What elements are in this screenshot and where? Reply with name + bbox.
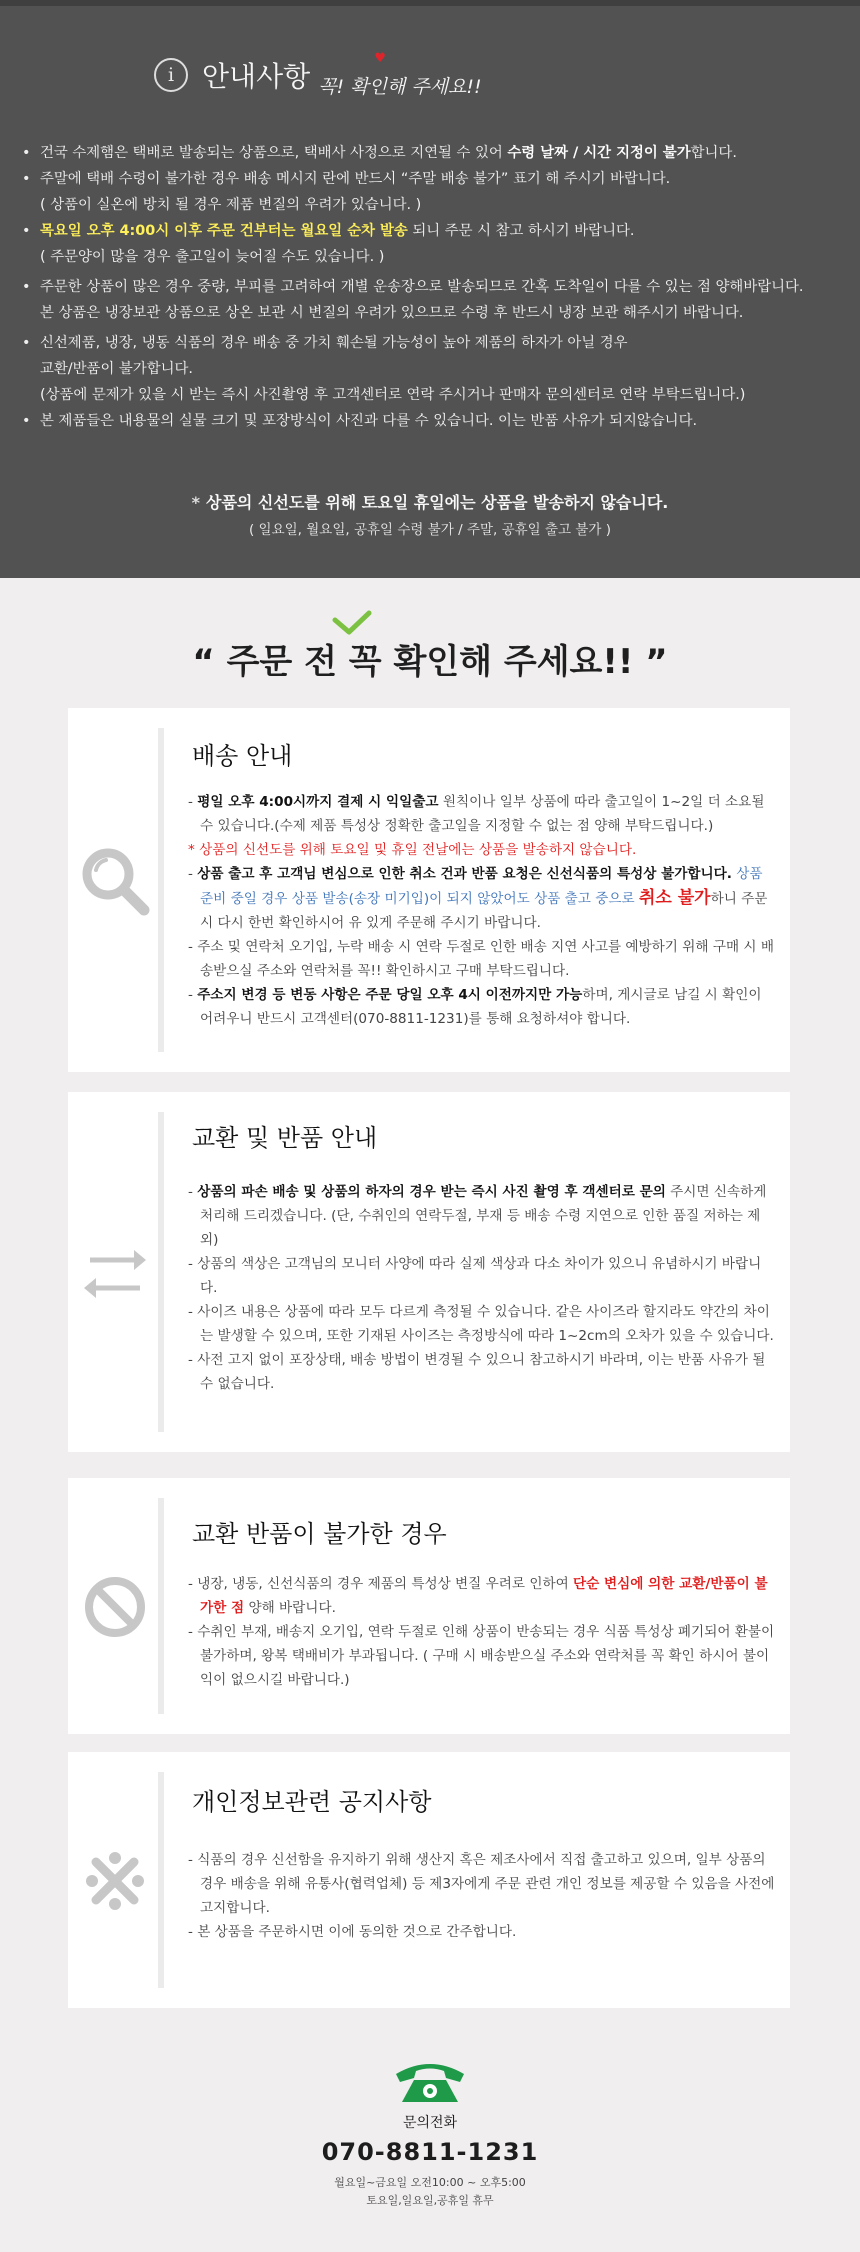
card-line [186, 1848, 776, 1920]
notice-item [18, 140, 848, 166]
text-segment: 하니 주문 시 다시 한번 확인하시어 유 있게 주문해 주시기 바랍니다. [200, 891, 768, 931]
contact-closed-days: 토요일,일요일,공휴일 휴무 [366, 2194, 494, 2207]
notice-item [18, 300, 848, 326]
contact-hours: 월요일~금요일 오전10:00 ~ 오후5:00 [334, 2176, 526, 2189]
text-segment: ( 주문양이 많을 경우 출고일이 늦어질 수도 있습니다. ) [40, 249, 385, 265]
text-segment: ( 상품이 실온에 방치 될 경우 제품 변질의 우려가 있습니다. ) [40, 197, 422, 213]
emphasis-text: 수령 날짜 / 시간 지정이 불가 [507, 145, 691, 161]
exchange-title: 교환 및 반품 안내 [192, 1124, 378, 1152]
text-segment: - 냉장, 냉동, 신선식품의 경우 제품의 특성상 변질 우려로 인하여 [188, 1576, 574, 1592]
notice-header [154, 50, 482, 99]
privacy-body [186, 1848, 776, 1944]
divider-bar [158, 728, 164, 1052]
notice-item [18, 218, 848, 244]
text-segment: - 본 상품을 주문하시면 이에 동의한 것으로 간주합니다. [188, 1924, 517, 1940]
card-line [186, 838, 776, 862]
exchange-arrows-icon [78, 1238, 152, 1312]
notice-item [18, 192, 848, 218]
text-segment: - 사전 고지 없이 포장상태, 배송 방법이 변경될 수 있으니 참고하시기 바라며, 이는 반품 사유가 될 수 없습니다. [188, 1352, 766, 1392]
card-line [186, 1300, 776, 1348]
highlight-text: 취소 불가 [638, 888, 711, 908]
notice-item [18, 166, 848, 192]
shipping-card [68, 708, 790, 1072]
emphasis-text: 주소지 변경 등 변동 사항은 주문 당일 오후 4시 이전까지만 가능 [197, 987, 583, 1003]
text-segment: 주문한 상품이 많은 경우 중량, 부피를 고려하여 개별 운송장으로 발송되므로 간혹 도착일이 다를 수 있는 점 양해바랍니다. [40, 279, 804, 295]
saturday-notice [0, 490, 860, 513]
text-segment: - 상품의 색상은 고객님의 모니터 사양에 따라 실제 색상과 다소 차이가 있으니 유념하시기 바랍니다. [188, 1256, 762, 1296]
text-segment: 건국 수제햄은 택배로 발송되는 상품으로, 택배사 사정으로 지연될 수 있어 [40, 145, 508, 161]
shipping-body [186, 790, 776, 1031]
notice-item [18, 274, 848, 300]
notice-item [18, 244, 848, 270]
section-title: “ 주문 전 꼭 확인해 주세요!! ” [192, 642, 668, 682]
notice-item [18, 330, 848, 356]
nonreturn-title: 교환 반품이 불가한 경우 [192, 1520, 447, 1548]
exchange-card [68, 1092, 790, 1452]
magnifier-icon [78, 844, 152, 918]
text-segment: 합니다. [690, 145, 737, 161]
emphasis-text: 평일 오후 4:00시까지 결제 시 익일출고 [197, 794, 439, 810]
text-segment: - [188, 866, 198, 882]
text-segment: - 사이즈 내용은 상품에 따라 모두 다르게 측정될 수 있습니다. 같은 사이즈라 할지라도 약간의 차이는 발생할 수 있으며, 또한 기재된 사이즈는 측정방식에 따라 1~2cm의 오차가 있을 수 있습니다. [188, 1304, 774, 1344]
notice-item [18, 356, 848, 382]
card-line [186, 983, 776, 1031]
notice-item [18, 408, 848, 434]
text-segment: 주말에 택배 수령이 불가한 경우 배송 메시지 란에 반드시 “주말 배송 불가” 표기 해 주시기 바랍니다. [40, 171, 671, 187]
notice-subtitle [318, 51, 482, 99]
text-segment: 되니 주문 시 참고 하시기 바랍니다. [407, 223, 635, 239]
nonreturn-body [186, 1572, 776, 1692]
text-segment: 본 상품은 냉장보관 상품으로 상온 보관 시 변질의 우려가 있으므로 수령 후 반드시 냉장 보관 해주시기 바랍니다. [40, 305, 744, 321]
highlight-text: 상품 준비 중일 경우 상품 발송(송장 미기입)이 되지 않았어도 상품 출고 중으로 [200, 866, 763, 907]
saturday-notice-text: 상품의 신선도를 위해 토요일 휴일에는 상품을 발송하지 않습니다. [205, 493, 669, 512]
divider-bar [158, 1498, 164, 1714]
nonreturn-card [68, 1478, 790, 1734]
highlight-text: 목요일 오후 4:00시 이후 주문 건부터는 월요일 순차 발송 [40, 223, 408, 239]
notice-list [18, 140, 848, 434]
card-line [186, 1572, 776, 1620]
heart-icon: ♥ [374, 51, 386, 66]
card-line [186, 1180, 776, 1252]
text-segment: 주시면 신속하게 처리해 드리겠습니다. (단, 수취인의 연락두절, 부재 등 배송 수령 지연으로 인한 품질 저하는 제외) [200, 1184, 767, 1248]
checkmark-icon [332, 610, 372, 636]
card-line [186, 1920, 776, 1944]
text-segment: - 식품의 경우 신선함을 유지하기 위해 생산지 혹은 제조사에서 직접 출고하고 있으며, 일부 상품의 경우 배송을 위해 유통사(협력업체) 등 제3자에게 주문 관련 개인 정보를 제공할 수 있음을 사전에 고지합니다. [188, 1852, 775, 1916]
text-segment: - 수취인 부재, 배송지 오기입, 연락 두절로 인해 상품이 반송되는 경우 식품 특성상 폐기되어 환불이 불가하며, 왕복 택배비가 부과됩니다. ( 구매 시 배송받으실 주소와 연락처를 꼭 확인 하시어 불이익이 없으시길 바랍니다.) [188, 1624, 775, 1688]
exchange-body [186, 1180, 776, 1396]
emphasis-text: 상품 출고 후 고객님 변심으로 인한 취소 건과 반품 요청은 신선식품의 특성상 불가합니다. [197, 866, 732, 882]
notice-section [0, 0, 860, 578]
prohibited-icon [78, 1570, 152, 1644]
text-segment: 하며, 게시글로 남길 시 확인이 어려우니 반드시 고객센터(070-8811-1231)를 통해 요청하셔야 합니다. [200, 987, 762, 1027]
card-line [186, 1348, 776, 1396]
privacy-card [68, 1752, 790, 2008]
text-segment: - [188, 794, 198, 810]
card-line [186, 862, 776, 935]
saturday-notice-sub: ( 일요일, 월요일, 공휴일 수령 불가 / 주말, 공휴일 출고 불가 ) [248, 522, 612, 538]
text-segment: 교환/반품이 불가합니다. [40, 361, 194, 377]
asterisk-icon [78, 1844, 152, 1918]
highlight-text: * 상품의 신선도를 위해 토요일 및 휴일 전날에는 상품을 발송하지 않습니다. [188, 842, 637, 858]
divider-bar [158, 1772, 164, 1988]
card-line [186, 1252, 776, 1300]
top-strip [0, 0, 860, 6]
notice-item [18, 382, 848, 408]
card-line [186, 935, 776, 983]
divider-bar [158, 1112, 164, 1432]
privacy-title: 개인정보관련 공지사항 [192, 1788, 432, 1816]
info-icon: i [154, 58, 188, 92]
text-segment: - [188, 987, 198, 1003]
text-segment: 본 제품들은 내용물의 실물 크기 및 포장방식이 사진과 다를 수 있습니다. 이는 반품 사유가 되지않습니다. [40, 413, 698, 429]
notice-subtitle-text: 꼭! 확인해 주세요!! [318, 76, 482, 98]
text-segment: 신선제품, 냉장, 냉동 식품의 경우 배송 중 가치 훼손될 가능성이 높아 제품의 하자가 아닐 경우 [40, 335, 628, 351]
text-segment: - 주소 및 연락처 오기입, 누락 배송 시 연락 두절로 인한 배송 지연 사고를 예방하기 위해 구매 시 배송받으실 주소와 연락처를 꼭!! 확인하시고 구매 부탁드립니다. [188, 939, 775, 979]
card-line [186, 790, 776, 838]
text-segment: 원칙이나 일부 상품에 따라 출고일이 1~2일 더 소요될 수 있습니다.(수제 제품 특성상 정확한 출고일을 지정할 수 없는 점 양해 부탁드립니다.) [200, 794, 765, 834]
contact-phone-number[interactable]: 070-8811-1231 [321, 2138, 539, 2166]
emphasis-text: 상품의 파손 배송 및 상품의 하자의 경우 받는 즉시 사진 촬영 후 객센터로 문의 [197, 1184, 666, 1200]
highlight-text: 단순 변심에 의한 교환/반품이 불가한 점 [200, 1576, 768, 1616]
contact-label: 문의전화 [402, 2115, 458, 2131]
star-marker: * [191, 493, 200, 512]
text-segment: (상품에 문제가 있을 시 받는 즉시 사진촬영 후 고객센터로 연락 주시거나 판매자 문의센터로 연락 부탁드립니다.) [40, 387, 746, 403]
shipping-title: 배송 안내 [192, 742, 293, 770]
text-segment: 양해 바랍니다. [244, 1600, 336, 1616]
text-segment: - [188, 1184, 198, 1200]
telephone-icon [392, 2058, 468, 2106]
card-line [186, 1620, 776, 1692]
notice-title: 안내사항 [202, 59, 311, 93]
